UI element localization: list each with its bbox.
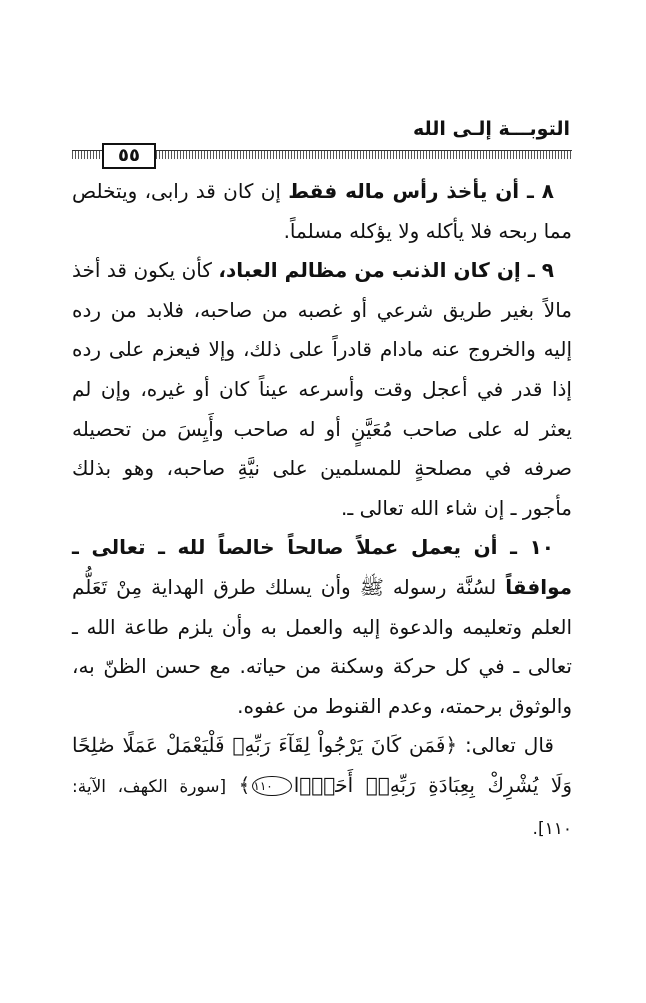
paragraph-8-lead: ٨ ـ أن يأخذ رأس ماله فقط — [288, 179, 555, 203]
quote-source: [سورة الكهف، الآية: ١١٠]. — [72, 776, 572, 839]
quran-quote — [72, 726, 572, 849]
paragraph-10-text: لسُنَّة رسوله ﷺ وأن يسلك طرق الهداية مِنْ تَعَلُّم العلم وتعليمه والدعوة إليه والعمل به وأن يلزم طاعة الله ـ تعالى ـ في كل حركة وسكنة من حياته. مع حسن الظنّ به، والوثوق برحمته، وعدم القنوط من عفوه. — [72, 574, 572, 718]
paragraph-9 — [72, 251, 572, 528]
running-title: التوبـــة إلـى الله — [413, 118, 570, 140]
paragraph-10 — [72, 528, 572, 726]
page-header — [72, 112, 572, 166]
quote-intro: قال تعالى: ﴿ — [445, 733, 554, 758]
paragraph-8 — [72, 172, 572, 251]
paragraph-8-text: إن كان قد رابى، ويتخلص مما ربحه فلا يأكله ولا يؤكله مسلماً. — [72, 179, 572, 243]
page-number: ٥٥ — [102, 143, 156, 169]
quote-close: ﴾ — [238, 772, 251, 797]
verse-number-marker: ١١٠ — [252, 776, 291, 796]
paragraph-10-lead: ١٠ ـ أن يعمل عملاً صالحاً خالصاً لله ـ تعالى ـ موافقاً — [72, 535, 572, 599]
paragraph-9-text: كأن يكون قد أخذ مالاً بغير طريق شرعي أو غصبه من صاحبه، فلابد من رده إليه والخروج عنه مادام قادراً على ذلك، وإلا فيعزم على رده إذا قدر في أعجل وقت وأسرعه عيناً كان أو غيره، وإن لم يعثر له على صاحب مُعَيَّنٍ أو له صاحب وأَيِسَ من تحصيله صرفه في مصلحةٍ للمسلمين على نيَّةِ صاحبه، وهو بذلك مأجور ـ إن شاء الله تعالى ـ. — [72, 258, 572, 520]
quote-verse: فَمَن كَانَ يَرْجُواْ لِقَآءَ رَبِّهِۦ فَلْيَعْمَلْ عَمَلًا صَٰلِحًا وَلَا يُشْرِكْ بِعِبَادَةِ رَبِّهِۦٓ أَحَدًۢا — [72, 733, 572, 797]
body-text — [72, 172, 572, 849]
paragraph-9-lead: ٩ ـ إن كان الذنب من مظالم العباد، — [218, 258, 555, 283]
